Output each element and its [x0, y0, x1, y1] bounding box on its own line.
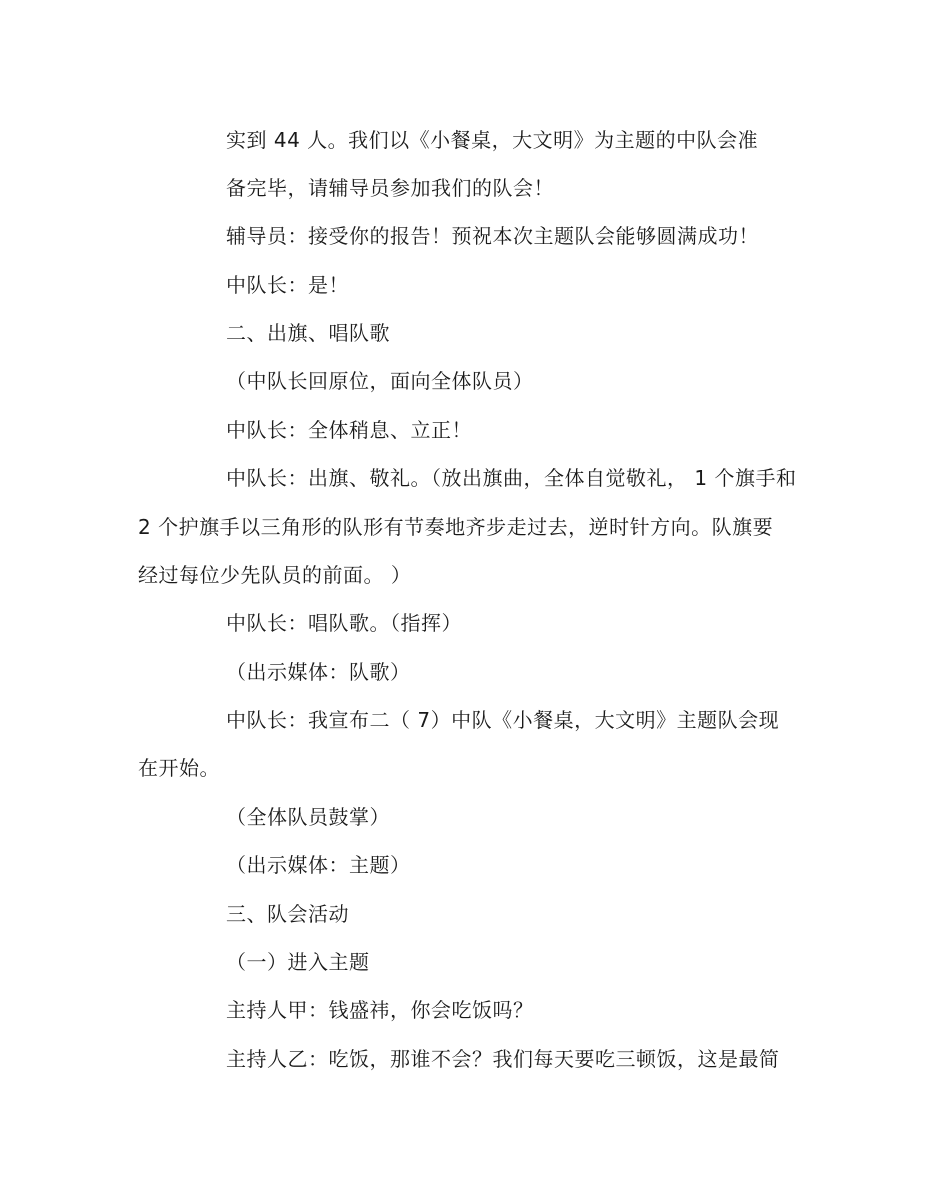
text-line: 主持人甲：钱盛祎，你会吃饭吗？	[226, 998, 534, 1022]
text-line: 实到 44 人。我们以《小餐桌，大文明》为主题的中队会准	[226, 128, 759, 152]
text-line: 经过每位少先队员的前面。 ）	[138, 563, 412, 587]
text-line: （出示媒体：队歌）	[226, 660, 411, 684]
text-line: 中队长：我宣布二（ 7）中队《小餐桌，大文明》主题队会现	[226, 708, 780, 732]
text-line: （出示媒体：主题）	[226, 853, 411, 877]
text-line: 中队长：唱队歌。（指挥）	[226, 611, 462, 635]
text-line: 2 个护旗手以三角形的队形有节奏地齐步走过去，逆时针方向。队旗要	[138, 515, 774, 539]
text-line: 备完毕，请辅导员参加我们的队会！	[226, 176, 554, 200]
text-line: 中队长：是！	[226, 273, 349, 297]
subsection-heading: （一）进入主题	[226, 950, 370, 974]
section-heading: 三、队会活动	[226, 902, 349, 926]
text-line: 辅导员：接受你的报告！预祝本次主题队会能够圆满成功！	[226, 224, 759, 248]
text-line: 中队长：全体稍息、立正！	[226, 418, 472, 442]
section-heading: 二、出旗、唱队歌	[226, 321, 390, 345]
text-line: （全体队员鼓掌）	[226, 805, 390, 829]
text-line: 中队长：出旗、敬礼。（放出旗曲，全体自觉敬礼， 1 个旗手和	[226, 466, 797, 490]
text-line: 主持人乙：吃饭，那谁不会？我们每天要吃三顿饭，这是最简	[226, 1047, 780, 1071]
text-line: 在开始。	[138, 756, 220, 780]
text-line: （中队长回原位，面向全体队员）	[226, 369, 534, 393]
